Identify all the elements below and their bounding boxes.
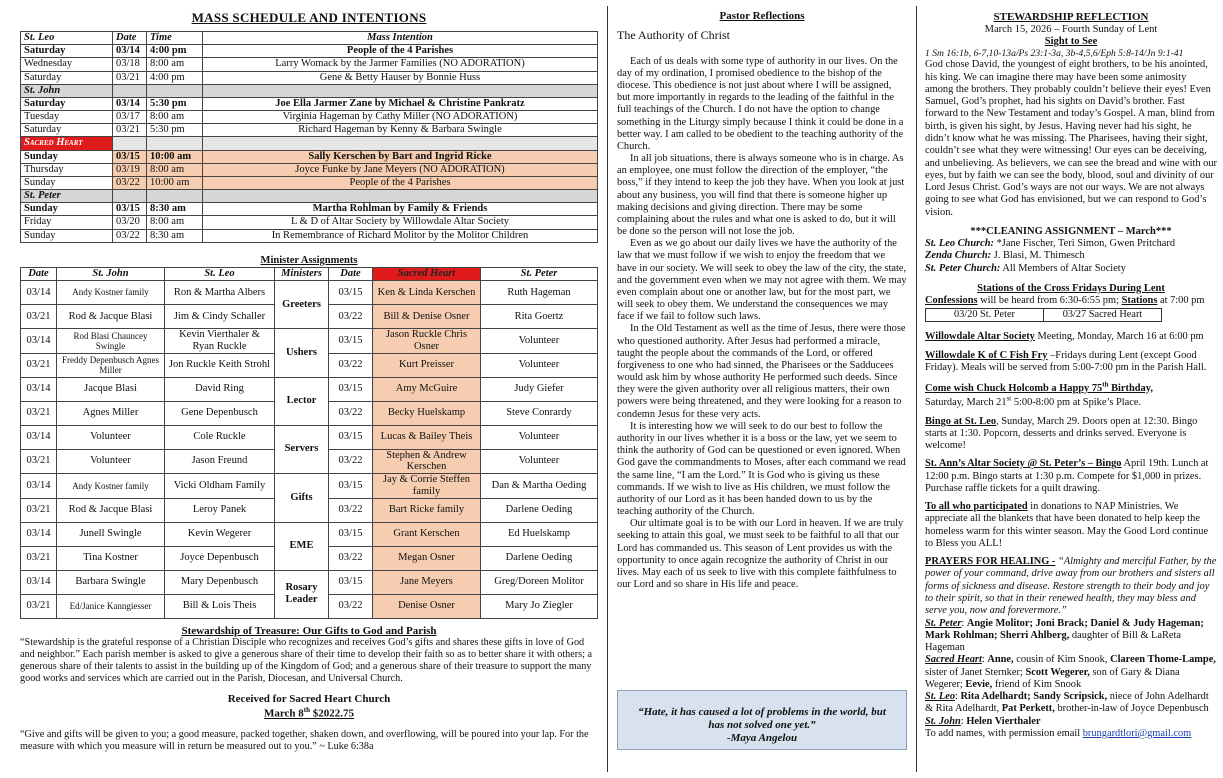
- stewardship-body: God chose David, the youngest of eight brothers, to be his anointed, his king. We can imagine there may have been some animosity among the brothers. They probably couldn’t believe their eyes! Even Samuel, God’s prophet, had his sights on David’s brother. Fast forward to the New Testament and today’s Gospel. A man, blind from birth, is given his sight, by Jesus. Having never had his sight, he didn’t know what he was missing. The Pharisees, having their sight, couldn’t see what they were witnessing! Our eyes can be deceiving, and unbelieving. As believers, we can see the bread and wine with our eyes, but by faith we can see the body, blood, soul and divinity of our Lord Jesus Christ. God’s ways are not our ways. We are not always going to see what God has envisioned, but we can respond to God’s vision.: [925, 59, 1217, 218]
- min-date-2: 03/15: [329, 570, 373, 594]
- cleaning-leo: St. Leo Church: *Jane Fischer, Teri Simon, Gwen Pritchard: [925, 238, 1176, 250]
- mass-time: 8:00 am: [147, 111, 203, 124]
- cleaning-zenda: Zenda Church: J. Blasi, M. Thimesch: [925, 250, 1085, 262]
- min-st-leo: Kevin Vierthaler & Ryan Ruckle: [165, 329, 275, 354]
- min-date-2: 03/15: [329, 522, 373, 546]
- min-sacred-heart: Stephen & Andrew Kerschen: [373, 449, 481, 474]
- min-date: 03/21: [21, 305, 57, 329]
- mass-row: [21, 163, 598, 176]
- stewardship-date: March 15, 2026 – Fourth Sunday of Lent: [984, 23, 1158, 35]
- mass-intention: Joe Ella Jarmer Zane by Michael & Christine Pankratz: [203, 97, 598, 110]
- mass-intention: Gene & Betty Hauser by Bonnie Huss: [203, 71, 598, 84]
- min-st-john: Rod & Jacque Blasi: [57, 498, 165, 522]
- min-header-st-peter: St. Peter: [481, 268, 598, 281]
- min-header-sacred-heart: Sacred Heart: [373, 268, 481, 281]
- pastor-paragraph: In the Old Testament as well as the time of Jesus, there were those who questioned authority. After Jesus had performed a miracle, taught the people about the commands of the Lord, or offered forgiveness to one who had sinned, the Pharisees or the Sadducees would ask him by whose authority He performed such deeds. Since they were the given authority over all religious matters, their own powers were being threatened, and they were looking for a reason to condemn Jesus for these very acts.: [617, 323, 906, 420]
- min-date-2: 03/22: [329, 498, 373, 522]
- section-st-john: St. John: [21, 84, 113, 97]
- pastor-paragraph: Even as we go about our daily lives we have the authority of the law that we must follow if we wish to enjoy the freedom that we have in our society. We will seek to obey the law of the city, the state, and the government even when we may not agree with them. We may even complain about one or another law, but for the most part, we will seek to obey them. We understand the consequences we may face if we fail to follow such laws.: [617, 238, 907, 323]
- mass-row: [21, 216, 598, 229]
- quote-box: [617, 690, 907, 750]
- mass-row: [21, 150, 598, 163]
- mass-time: 8:00 am: [147, 216, 203, 229]
- min-date: 03/14: [21, 377, 57, 401]
- min-role: Servers: [275, 425, 329, 474]
- cross-date-2: 03/27 Sacred Heart: [1044, 309, 1162, 322]
- mass-day: Sunday: [21, 176, 113, 189]
- cross-title: Stations of the Cross Fridays During Lent: [977, 282, 1165, 294]
- mass-day: Thursday: [21, 163, 113, 176]
- column-stewardship: [925, 0, 1217, 778]
- mass-date: 03/20: [113, 216, 147, 229]
- min-st-leo: Jim & Cindy Schaller: [165, 305, 275, 329]
- quote-text: “Hate, it has caused a lot of problems in the world, but has not solved one yet.”: [638, 706, 886, 732]
- min-st-leo: Leroy Panek: [165, 498, 275, 522]
- min-st-john: Andy Kostner family: [57, 474, 165, 499]
- mass-date: 03/14: [113, 45, 147, 58]
- mass-intention: Sally Kerschen by Bart and Ingrid Ricke: [203, 150, 598, 163]
- header-st-leo: St. Leo: [21, 32, 113, 45]
- min-st-peter: Volunteer: [481, 329, 598, 354]
- mass-day: Sunday: [21, 229, 113, 242]
- min-st-peter: Ruth Hageman: [481, 281, 598, 305]
- notice-willowdale: Willowdale Altar Society Meeting, Monday, March 16 at 6:00 pm: [925, 331, 1204, 343]
- mass-date: 03/19: [113, 163, 147, 176]
- pastor-body: [617, 56, 907, 592]
- mass-time: 8:30 am: [147, 203, 203, 216]
- mass-day: Saturday: [21, 124, 113, 137]
- cross-text: Confessions will be heard from 6:30-6:55 pm; Stations at 7:00 pm: [925, 295, 1205, 306]
- scripture-refs: 1 Sm 16:1b, 6-7,10-13a/Ps 23:1-3a, 3b-4,5,6/Eph 5:8-14/Jn 9:1-41: [925, 48, 1184, 60]
- min-st-john: Barbara Swingle: [57, 570, 165, 594]
- prayers-st-peter: St. Peter: Angie Molitor; Joni Brack; Daniel & Judy Hageman; Mark Rohlman; Sherri Ahlberg, daughter of Bill & LaReta Hageman: [925, 617, 1204, 654]
- mass-row: [21, 111, 598, 124]
- min-st-leo: Jason Freund: [165, 449, 275, 474]
- mass-intention: People of the 4 Parishes: [203, 176, 598, 189]
- min-date: 03/21: [21, 401, 57, 425]
- min-st-leo: Ron & Martha Albers: [165, 281, 275, 305]
- mass-row: [21, 58, 598, 71]
- min-st-leo: David Ring: [165, 377, 275, 401]
- mass-day: Saturday: [21, 97, 113, 110]
- column-divider: [607, 6, 608, 772]
- mass-intention: Martha Rohlman by Family & Friends: [203, 203, 598, 216]
- min-st-john: Freddy Depenbusch Agnes Miller: [57, 353, 165, 377]
- min-date: 03/14: [21, 474, 57, 499]
- header-date: Date: [113, 32, 147, 45]
- min-sacred-heart: Amy McGuire: [373, 377, 481, 401]
- cleaning-title: ***CLEANING ASSIGNMENT – March***: [970, 225, 1172, 237]
- treasure-body: “Stewardship is the grateful response of a Christian Disciple who recognizes and receives God’s gifts and shares these gifts in love of God and neighbor.” Each parish member is asked to give a generous share of their time to develop their faith so as to better share it with others; a generous share of their talents to assist in the building up of the Kingdom of God; and a generous share of their treasure to support the many good works and services which are carried out in the Parish, Diocesan, and Universal Church.: [20, 637, 593, 685]
- prayers-intro: PRAYERS FOR HEALING - “Almighty and merciful Father, by the power of your command, drive away from our brothers and sisters all forms of sickness and disease. Restore strength to their body and joy to their spirit, so that in their renewed health, they may bless and serve you, now and forevermore.”: [925, 556, 1217, 617]
- mass-row: [21, 229, 598, 242]
- mass-date: 03/22: [113, 229, 147, 242]
- min-header-ministers: Ministers: [275, 268, 329, 281]
- received-amount: March 8th $2022.75: [263, 706, 355, 720]
- mass-row: [21, 71, 598, 84]
- min-st-john: Volunteer: [57, 449, 165, 474]
- min-sacred-heart: Denise Osner: [373, 594, 481, 618]
- mass-time: 5:30 pm: [147, 124, 203, 137]
- column-mass-schedule: [20, 0, 598, 778]
- prayers-add: To add names, with permission email brungardtlori@gmail.com: [925, 727, 1192, 739]
- min-st-leo: Jon Ruckle Keith Strohl: [165, 353, 275, 377]
- min-date: 03/21: [21, 449, 57, 474]
- min-sacred-heart: Kurt Preisser: [373, 353, 481, 377]
- min-date: 03/21: [21, 594, 57, 618]
- min-date: 03/14: [21, 281, 57, 305]
- min-header-st-leo: St. Leo: [165, 268, 275, 281]
- min-sacred-heart: Megan Osner: [373, 546, 481, 570]
- min-date-2: 03/15: [329, 377, 373, 401]
- min-sacred-heart: Grant Kerschen: [373, 522, 481, 546]
- min-st-leo: Mary Depenbusch: [165, 570, 275, 594]
- pastor-paragraph: Our ultimate goal is to be with our Lord in heaven. If we are truly seeking to attain this goal, we must seek to be faithful to all that our Lord has commanded us. This season of Lent provides us with the opportunity to once again recognize the authority of Christ in our lives. May each of us seek to live with this complete faithfulness to our Lord and so share in His life and peace.: [617, 518, 904, 591]
- min-st-leo: Bill & Lois Theis: [165, 594, 275, 618]
- min-role: Gifts: [275, 474, 329, 523]
- min-st-john: Jacque Blasi: [57, 377, 165, 401]
- mass-row: [21, 124, 598, 137]
- mass-date: 03/22: [113, 176, 147, 189]
- mass-row: [21, 45, 598, 58]
- stewardship-title: STEWARDSHIP REFLECTION: [993, 11, 1149, 23]
- min-sacred-heart: Lucas & Bailey Theis: [373, 425, 481, 449]
- cross-dates-table: [925, 308, 1162, 322]
- luke-quote: “Give and gifts will be given to you; a good measure, packed together, shaken down, and overflowing, will be poured into your lap. For the measure with which you measure will in return be measured out to you.” ~ Luke 6:38a: [20, 728, 589, 752]
- mass-schedule-table: [20, 31, 598, 243]
- min-st-peter: Volunteer: [481, 353, 598, 377]
- min-role: Ushers: [275, 329, 329, 378]
- min-date-2: 03/22: [329, 594, 373, 618]
- mass-row: [21, 97, 598, 110]
- min-header-date-2: Date: [329, 268, 373, 281]
- stewardship-heading: Sight to See: [1044, 35, 1098, 47]
- mass-date: 03/21: [113, 124, 147, 137]
- mass-day: Tuesday: [21, 111, 113, 124]
- mass-intention: Virginia Hageman by Cathy Miller (NO ADORATION): [203, 111, 598, 124]
- min-st-leo: Vicki Oldham Family: [165, 474, 275, 499]
- cleaning-peter: St. Peter Church: All Members of Altar Society: [925, 262, 1126, 274]
- email-link[interactable]: brungardtlori@gmail.com: [1082, 727, 1192, 739]
- min-st-john: Agnes Miller: [57, 401, 165, 425]
- mass-time: 4:00 pm: [147, 71, 203, 84]
- min-date-2: 03/15: [329, 474, 373, 499]
- min-st-peter: Mary Jo Ziegler: [481, 594, 598, 618]
- min-st-peter: Darlene Oeding: [481, 498, 598, 522]
- pastor-subtitle: The Authority of Christ: [617, 27, 730, 42]
- column-divider: [916, 6, 917, 772]
- mass-row: [21, 203, 598, 216]
- min-st-peter: Judy Giefer: [481, 377, 598, 401]
- notice-bingo-leo: Bingo at St. Leo, Sunday, March 29. Doors open at 12:30. Bingo starts at 1:30. Popcorn, desserts and drinks served. Everyone is welcome!: [925, 415, 1198, 452]
- min-header-st-john: St. John: [57, 268, 165, 281]
- min-date-2: 03/22: [329, 401, 373, 425]
- min-sacred-heart: Jason Ruckle Chris Osner: [373, 329, 481, 354]
- mass-day: Saturday: [21, 71, 113, 84]
- min-date: 03/21: [21, 498, 57, 522]
- min-date-2: 03/22: [329, 449, 373, 474]
- prayers-sacred-heart: Sacred Heart: Anne, cousin of Kim Snook, Clareen Thome-Lampe, sister of Janet Sternker; Scott Wegerer, son of Gary & Diana Wegerer; Eevie, friend of Kim Snook: [925, 654, 1216, 690]
- min-date: 03/21: [21, 353, 57, 377]
- min-sacred-heart: Becky Huelskamp: [373, 401, 481, 425]
- header-mass-intention: Mass Intention: [203, 32, 598, 45]
- mass-time: 8:30 am: [147, 229, 203, 242]
- min-date: 03/14: [21, 425, 57, 449]
- min-date-2: 03/22: [329, 305, 373, 329]
- min-st-john: Junell Swingle: [57, 522, 165, 546]
- mass-intention: In Remembrance of Richard Molitor by the Molitor Children: [203, 229, 598, 242]
- min-st-peter: Volunteer: [481, 425, 598, 449]
- min-st-john: Ed/Janice Kanngiesser: [57, 594, 165, 618]
- min-date: 03/21: [21, 546, 57, 570]
- mass-intention: L & D of Altar Society by Willowdale Altar Society: [203, 216, 598, 229]
- minister-row: [21, 377, 598, 401]
- min-st-leo: Gene Depenbusch: [165, 401, 275, 425]
- min-date-2: 03/15: [329, 281, 373, 305]
- min-st-john: Rod & Jacque Blasi: [57, 305, 165, 329]
- min-sacred-heart: Jay & Corrie Steffen family: [373, 474, 481, 499]
- min-role: EME: [275, 522, 329, 570]
- min-st-peter: Darlene Oeding: [481, 546, 598, 570]
- prayers-st-leo: St. Leo: Rita Adelhardt; Sandy Scripsick, niece of John Adelhardt & Rita Adelhardt, Pat Perkett, brother-in-law of Joyce Depenbusch: [925, 691, 1209, 715]
- notice-nap: To all who participated in donations to NAP Ministries. We appreciate all the blankets that have been donated to help keep the homeless warm for this winter season. May the Good Lord continue to Bless you ALL!: [925, 501, 1209, 549]
- mass-intention: Richard Hageman by Kenny & Barbara Swingle: [203, 124, 598, 137]
- mass-time: 5:30 pm: [147, 97, 203, 110]
- minister-assignments-title: Minister Assignments: [260, 254, 358, 266]
- min-st-peter: Volunteer: [481, 449, 598, 474]
- min-st-peter: Steve Conrardy: [481, 401, 598, 425]
- notice-birthday: Come wish Chuck Holcomb a Happy 75th Birthday, Saturday, March 21st 5:00-8:00 pm at Spike’s Place.: [925, 380, 1153, 409]
- prayers-st-john: St. John: Helen Vierthaler: [925, 715, 1041, 727]
- section-sacred-heart: Sacred Heart: [21, 137, 113, 150]
- min-st-leo: Cole Ruckle: [165, 425, 275, 449]
- min-header-date: Date: [21, 268, 57, 281]
- quote-author: -Maya Angelou: [726, 732, 798, 745]
- min-st-peter: Dan & Martha Oeding: [481, 474, 598, 499]
- minister-row: [21, 425, 598, 449]
- section-st-peter: St. Peter: [21, 190, 113, 203]
- received-title: Received for Sacred Heart Church: [227, 693, 391, 706]
- mass-day: Sunday: [21, 150, 113, 163]
- mass-day: Saturday: [21, 45, 113, 58]
- mass-intention: People of the 4 Parishes: [203, 45, 598, 58]
- mass-time: 10:00 am: [147, 176, 203, 189]
- mass-date: 03/15: [113, 203, 147, 216]
- minister-row: [21, 281, 598, 305]
- min-st-leo: Kevin Wegerer: [165, 522, 275, 546]
- min-st-leo: Joyce Depenbusch: [165, 546, 275, 570]
- minister-assignments-table: [20, 267, 598, 619]
- mass-date: 03/15: [113, 150, 147, 163]
- mass-schedule-title: MASS SCHEDULE AND INTENTIONS: [191, 10, 427, 25]
- min-st-john: Tina Kostner: [57, 546, 165, 570]
- mass-time: 8:00 am: [147, 163, 203, 176]
- mass-date: 03/18: [113, 58, 147, 71]
- min-sacred-heart: Jane Meyers: [373, 570, 481, 594]
- mass-time: 10:00 am: [147, 150, 203, 163]
- mass-date: 03/17: [113, 111, 147, 124]
- mass-intention: Larry Womack by the Jarmer Families (NO ADORATION): [203, 58, 598, 71]
- min-date-2: 03/22: [329, 353, 373, 377]
- min-st-peter: Greg/Doreen Molitor: [481, 570, 598, 594]
- minister-row: [21, 570, 598, 594]
- min-date: 03/14: [21, 329, 57, 354]
- minister-row: [21, 522, 598, 546]
- mass-day: Friday: [21, 216, 113, 229]
- mass-date: 03/21: [113, 71, 147, 84]
- cross-date-1: 03/20 St. Peter: [926, 309, 1044, 322]
- notice-bingo-ann: St. Ann’s Altar Society @ St. Peter’s – Bingo April 19th. Lunch at 12:00 p.m. Bingo starts at 1:30 p.m. Compete for $1,000 in prizes. Purchase raffle tickets for a quilt drawing.: [925, 458, 1209, 494]
- mass-intention: Joyce Funke by Jane Meyers (NO ADORATION): [203, 163, 598, 176]
- column-pastor-reflections: [617, 0, 907, 778]
- min-date-2: 03/22: [329, 546, 373, 570]
- pastor-paragraph: In all job situations, there is always someone who is in charge. As an employee, one must follow the direction of the employer, “the boss,” if they intend to keep the job they have. When you look at just about any business, you will find that there is someone higher up making decisions and giving direction. There may be some complaining about the rules and what one is asked to do, but it will be done so the person will not lose the job.: [617, 153, 905, 238]
- min-sacred-heart: Ken & Linda Kerschen: [373, 281, 481, 305]
- pastor-paragraph: Each of us deals with some type of authority in our lives. On the day of my ordination, I promised obedience to the bishop of the diocese. This obedience is not just about where I will be assigned, but more importantly in regards to the leading of the faithful in the full teachings of the Church. I do not have the option to change something in the Liturgy simply because I think it could be done in a better way. I am called to be obedient to the teaching authority of the Church.: [617, 55, 904, 152]
- mass-date: 03/14: [113, 97, 147, 110]
- pastor-paragraph: It is interesting how we will seek to do our best to follow the authority in our lives whether it is a boss or the law, yet we seem to think the authority of God can be questioned or even ignored. When God gave the commandments to Moses, after each command we read the same line, “I am the Lord.” It is God who is giving us these commands. If we wish to live as His children, we must follow the authority of our Lord as it has been handed down to us by the teaching authority of the Church.: [617, 420, 906, 518]
- header-time: Time: [147, 32, 203, 45]
- minister-row: [21, 329, 598, 354]
- min-date: 03/14: [21, 522, 57, 546]
- min-st-peter: Ed Huelskamp: [481, 522, 598, 546]
- min-date-2: 03/15: [329, 329, 373, 354]
- min-date-2: 03/15: [329, 425, 373, 449]
- min-date: 03/14: [21, 570, 57, 594]
- mass-time: 4:00 pm: [147, 45, 203, 58]
- treasure-title: Stewardship of Treasure: Our Gifts to God and Parish: [181, 624, 437, 637]
- min-role: Lector: [275, 377, 329, 425]
- min-role: Greeters: [275, 281, 329, 329]
- notice-kofc: Willowdale K of C Fish Fry –Fridays during Lent (except Good Friday). Meals will be served from 5:00-7:00 pm in the Parish Hall.: [925, 349, 1207, 373]
- min-st-john: Rod Blasi Chauncey Swingle: [57, 329, 165, 354]
- min-sacred-heart: Bill & Denise Osner: [373, 305, 481, 329]
- mass-row: [21, 176, 598, 189]
- mass-day: Sunday: [21, 203, 113, 216]
- min-role: Rosary Leader: [275, 570, 329, 618]
- min-st-john: Volunteer: [57, 425, 165, 449]
- minister-row: [21, 474, 598, 499]
- min-st-john: Andy Kostner family: [57, 281, 165, 305]
- mass-day: Wednesday: [21, 58, 113, 71]
- min-sacred-heart: Bart Ricke family: [373, 498, 481, 522]
- mass-time: 8:00 am: [147, 58, 203, 71]
- min-st-peter: Rita Goertz: [481, 305, 598, 329]
- pastor-title: Pastor Reflections: [719, 10, 805, 22]
